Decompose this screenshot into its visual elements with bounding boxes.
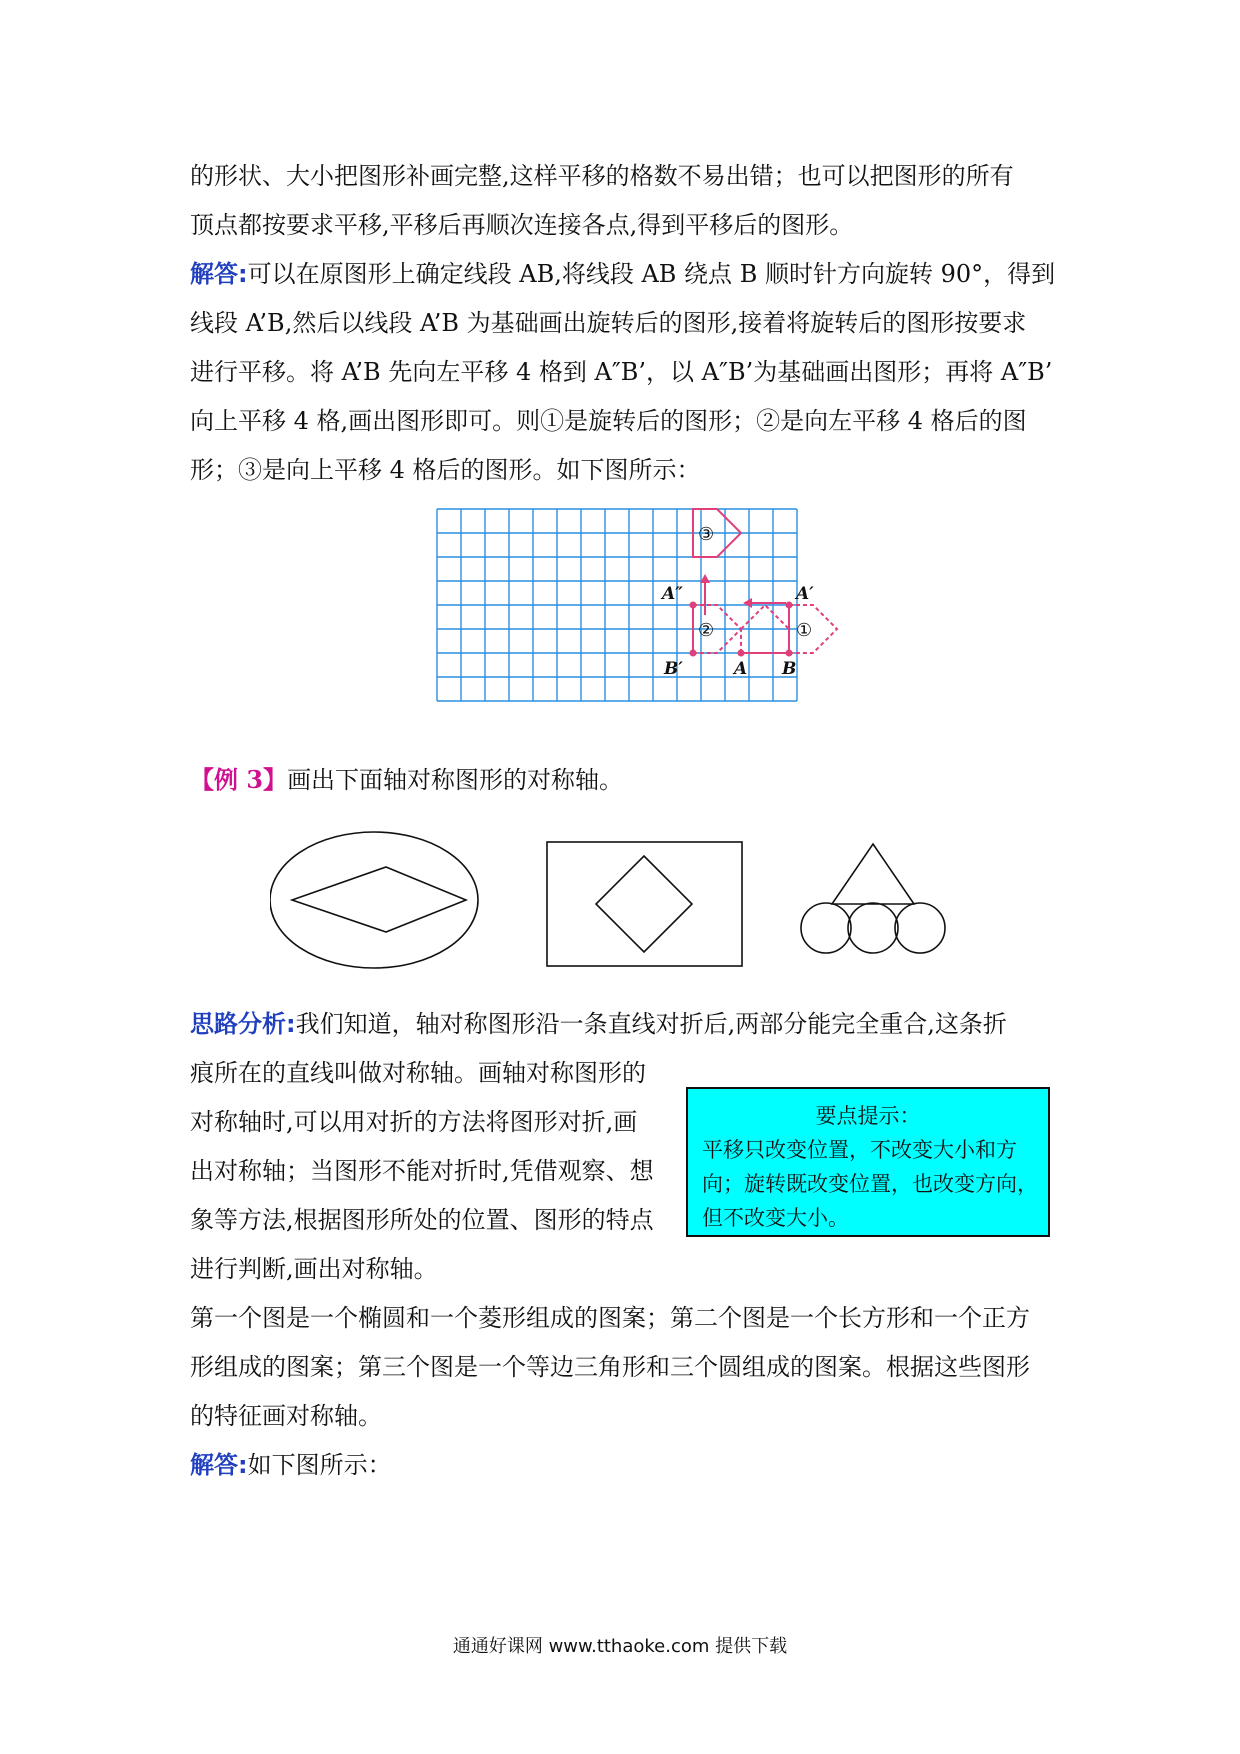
text-line: 的特征画对称轴。 bbox=[190, 1402, 382, 1430]
square-diamond bbox=[596, 856, 692, 952]
text-line: 形；③是向上平移 4 格后的图形。如下图所示： bbox=[190, 456, 701, 484]
rectangle bbox=[547, 842, 742, 966]
text-line bbox=[190, 250, 1060, 299]
example-tag: 【例 3】 bbox=[190, 765, 288, 794]
symmetric-figures bbox=[270, 820, 960, 980]
tip-line: 但不改变大小。 bbox=[702, 1206, 849, 1230]
label-b: B bbox=[782, 659, 797, 679]
figure-rectangle-square bbox=[547, 842, 742, 966]
rhombus bbox=[292, 867, 466, 932]
text-line: 进行平移。将 A’B 先向左平移 4 格到 A″B’，以 A″B’为基础画出图形；再将 A″B’ bbox=[190, 358, 1053, 386]
text-line: 进行判断,画出对称轴。 bbox=[190, 1255, 438, 1283]
analysis-label: 思路分析: bbox=[190, 1010, 296, 1038]
example-3-heading bbox=[190, 755, 1060, 805]
answer-2-text: 如下图所示： bbox=[247, 1451, 392, 1479]
figure-ellipse-rhombus bbox=[270, 832, 478, 968]
figure-triangle-circles bbox=[801, 844, 945, 953]
ellipse bbox=[270, 832, 478, 968]
point-b bbox=[786, 650, 793, 657]
circle-middle bbox=[848, 903, 898, 953]
label-shape-1: ① bbox=[796, 620, 813, 641]
text-line: 形组成的图案；第三个图是一个等边三角形和三个圆组成的图案。根据这些图形 bbox=[190, 1353, 1030, 1381]
text-line: 向上平移 4 格,画出图形即可。则①是旋转后的图形；②是向左平移 4 格后的图 bbox=[190, 407, 1027, 435]
answer-paragraph bbox=[190, 250, 1060, 495]
label-b-prime: B′ bbox=[664, 659, 683, 679]
key-points-tip-box bbox=[686, 1087, 1050, 1237]
label-shape-2: ② bbox=[698, 620, 715, 641]
tip-line: 平移只改变位置，不改变大小和方 bbox=[702, 1138, 1017, 1162]
point-a-double-prime bbox=[690, 602, 697, 609]
label-a-prime: A′ bbox=[796, 584, 814, 604]
label-a-double-prime: A″ bbox=[662, 584, 683, 604]
answer-label: 解答: bbox=[190, 260, 248, 288]
analysis-first-line: 我们知道，轴对称图形沿一条直线对折后,两部分能完全重合,这条折 bbox=[295, 1010, 1007, 1038]
text-line: 线段 A’B,然后以线段 A’B 为基础画出旋转后的图形,接着将旋转后的图形按要求 bbox=[190, 309, 1027, 337]
text-line: 对称轴时,可以用对折的方法将图形对折,画 bbox=[190, 1108, 638, 1136]
text-line bbox=[190, 1000, 1060, 1049]
analysis-paragraph bbox=[190, 1000, 1060, 1490]
example-text: 画出下面轴对称图形的对称轴。 bbox=[287, 766, 624, 794]
point-b-prime bbox=[690, 650, 697, 657]
text-line bbox=[190, 1441, 1060, 1490]
label-shape-3: ③ bbox=[698, 524, 715, 545]
page-footer: 通通好课网 www.tthaoke.com 提供下载 bbox=[452, 1636, 788, 1657]
point-a bbox=[738, 650, 745, 657]
label-a: A bbox=[734, 659, 748, 679]
text-line: 的形状、大小把图形补画完整,这样平移的格数不易出错；也可以把图形的所有 bbox=[190, 162, 1014, 190]
intro-paragraph bbox=[190, 152, 1060, 250]
answer-first-line: 可以在原图形上确定线段 AB,将线段 AB 绕点 B 顺时针方向旋转 90°，得到 bbox=[247, 260, 1056, 288]
text-line: 痕所在的直线叫做对称轴。画轴对称图形的 bbox=[190, 1059, 646, 1087]
text-line: 象等方法,根据图形所处的位置、图形的特点 bbox=[190, 1206, 654, 1234]
triangle bbox=[832, 844, 914, 904]
translation-grid-figure bbox=[434, 503, 854, 713]
circle-left[interactable] bbox=[801, 903, 851, 953]
arrow-left-head bbox=[743, 598, 752, 608]
point-a-prime bbox=[786, 602, 793, 609]
tip-line: 向；旋转既改变位置，也改变方向， bbox=[702, 1172, 1038, 1196]
tip-title: 要点提示： bbox=[815, 1104, 921, 1128]
text-line: 出对称轴；当图形不能对折时,凭借观察、想 bbox=[190, 1157, 654, 1185]
text-line: 顶点都按要求平移,平移后再顺次连接各点,得到平移后的图形。 bbox=[190, 211, 854, 239]
answer-2-label: 解答: bbox=[190, 1451, 248, 1479]
circle-right bbox=[895, 903, 945, 953]
text-line: 第一个图是一个椭圆和一个菱形组成的图案；第二个图是一个长方形和一个正方 bbox=[190, 1304, 1030, 1332]
